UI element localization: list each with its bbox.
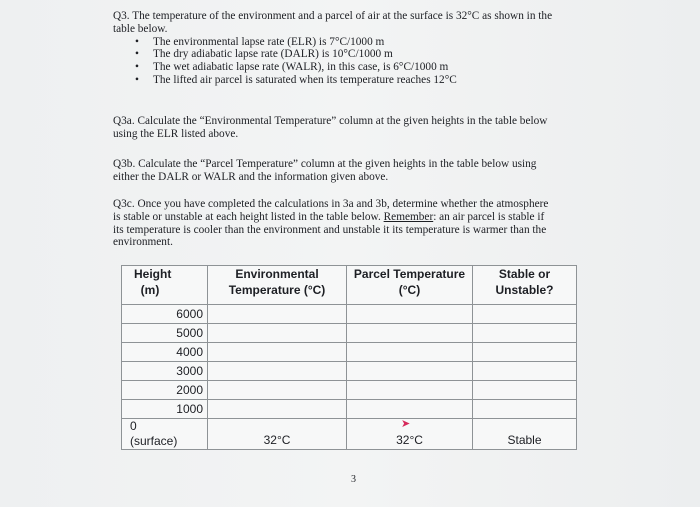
env-temp-cell[interactable] (208, 400, 347, 419)
height-cell: 2000 (122, 381, 208, 400)
parcel-temp-cell[interactable] (347, 305, 473, 324)
bullet-dalr: • The dry adiabatic lapse rate (DALR) is 10°C/1000 m (113, 48, 593, 61)
env-temp-cell[interactable] (208, 362, 347, 381)
surface-parcel-temp-cell: 32°C (347, 419, 473, 450)
q3-intro-line1: Q3. The temperature of the environment and a parcel of air at the surface is 32°C as shown in the (113, 10, 553, 22)
parcel-temp-cell[interactable] (347, 400, 473, 419)
env-temp-cell[interactable] (208, 381, 347, 400)
env-temp-cell[interactable] (208, 305, 347, 324)
q3c-block (113, 198, 593, 249)
height-cell: 5000 (122, 324, 208, 343)
parcel-temp-cell[interactable] (347, 343, 473, 362)
bullet-elr: • The environmental lapse rate (ELR) is 7°C/1000 m (113, 36, 593, 49)
header-height: Height (m) (122, 266, 208, 305)
q3c-line2 (113, 211, 593, 224)
surface-stability-cell: Stable (473, 419, 577, 450)
header-environmental-temperature: Environmental Temperature (°C) (208, 266, 347, 305)
q3-block (113, 10, 593, 87)
page-number: 3 (351, 474, 356, 485)
q3c-line1: Q3c. Once you have completed the calculations in 3a and 3b, determine whether the atmosphere (113, 198, 549, 210)
q3b-line1: Q3b. Calculate the “Parcel Temperature” column at the given heights in the table below using (113, 158, 537, 170)
table-row (122, 400, 577, 419)
surface-row (122, 419, 577, 450)
q3a-block (113, 115, 593, 141)
parcel-temp-cell[interactable] (347, 381, 473, 400)
header-parcel-temperature: Parcel Temperature (°C) (347, 266, 473, 305)
bullet-saturation: • The lifted air parcel is saturated when its temperature reaches 12°C (113, 74, 593, 87)
height-cell: 6000 (122, 305, 208, 324)
q3-bullet-list (113, 36, 593, 87)
stability-cell[interactable] (473, 400, 577, 419)
height-cell: 1000 (122, 400, 208, 419)
pointer-cursor-icon: ➤ (401, 418, 411, 430)
q3-intro-line2: table below. (113, 22, 168, 35)
bullet-walr: • The wet adiabatic lapse rate (WALR), in this case, is 6°C/1000 m (113, 61, 593, 74)
q3b-block (113, 158, 593, 184)
header-stability: Stable or Unstable? (473, 266, 577, 305)
table-row (122, 343, 577, 362)
height-cell: 3000 (122, 362, 208, 381)
table-row (122, 381, 577, 400)
q3c-line4: environment. (113, 236, 173, 249)
temperature-table (121, 265, 577, 450)
stability-cell[interactable] (473, 343, 577, 362)
q3a-line1: Q3a. Calculate the “Environmental Temperature” column at the given heights in the table below (113, 115, 548, 127)
parcel-temp-cell[interactable] (347, 324, 473, 343)
q3c-line2-pre: is stable or unstable at each height listed in the table below. (113, 210, 384, 223)
stability-cell[interactable] (473, 381, 577, 400)
stability-cell[interactable] (473, 324, 577, 343)
table-row (122, 362, 577, 381)
q3a-line2: using the ELR listed above. (113, 127, 239, 140)
env-temp-cell[interactable] (208, 343, 347, 362)
stability-cell[interactable] (473, 305, 577, 324)
q3c-line3: its temperature is cooler than the environment and unstable it its temperature is warmer than the (113, 223, 547, 236)
height-cell: 4000 (122, 343, 208, 362)
table-header-row (122, 266, 577, 305)
table-row (122, 305, 577, 324)
q3c-line2-post: : an air parcel is stable if (433, 210, 545, 223)
parcel-temp-cell[interactable] (347, 362, 473, 381)
surface-env-temp-cell: 32°C (208, 419, 347, 450)
remember-underlined: Remember (383, 210, 434, 223)
stability-cell[interactable] (473, 362, 577, 381)
env-temp-cell[interactable] (208, 324, 347, 343)
q3b-line2: either the DALR or WALR and the information given above. (113, 170, 389, 183)
table-row (122, 324, 577, 343)
surface-height-cell: 0 (surface) (122, 419, 208, 450)
